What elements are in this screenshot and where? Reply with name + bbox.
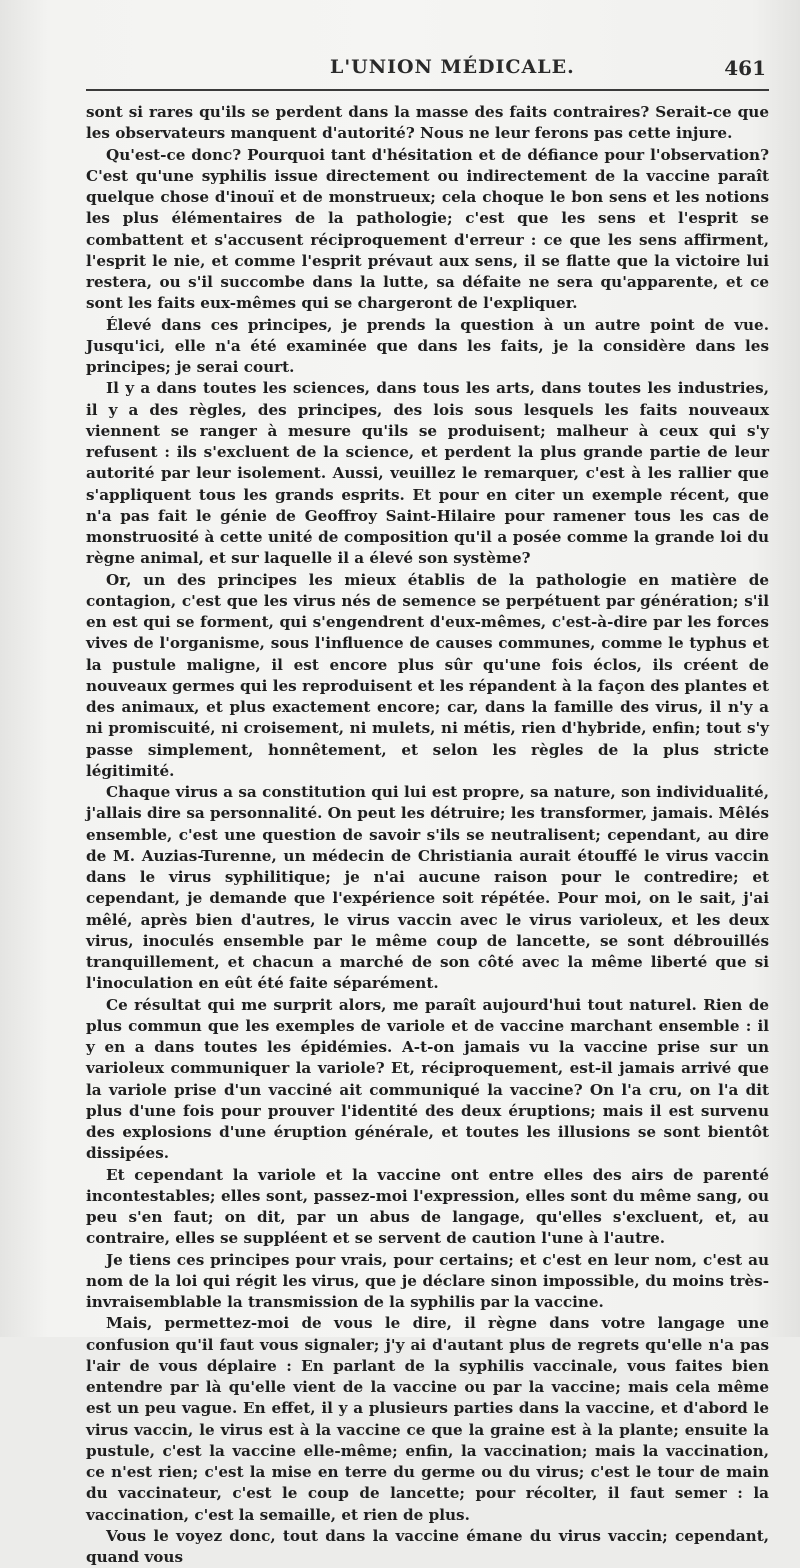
page-number: 461 xyxy=(724,56,766,80)
paragraph: Mais, permettez-moi de vous le dire, il règne dans votre langage une confusion qu'il faut vous signaler; j'y ai d'autant plus de regrets qu'elle n'a pas l'air de vous déplaire : En parlant de la syphilis vaccinale, vous faites bien entendre par là qu'elle vient de la vaccine ou par la vaccine; mais cela même est un peu vague. En effet, il y a plusieurs parties dans la vaccine, et d'abord le virus vaccin, le virus est à la vaccine ce que la graine est à la plante; ensuite la pustule, c'est la vaccine elle-même; enfin, la vaccination; mais la vaccination, ce n'est rien; c'est la mise en terre du germe ou du virus; c'est le tour de main du vaccinateur, c'est le coup de lancette; pour récolter, il faut semer : la vaccination, c'est la semaille, et rien de plus. xyxy=(86,1314,769,1524)
paragraph: Vous le voyez donc, tout dans la vaccine émane du virus vaccin; cependant, quand vous xyxy=(86,1526,769,1566)
paragraph: Et cependant la variole et la vaccine ont entre elles des airs de parenté incontestables; elles sont, passez-moi l'expression, elles sont du même sang, ou peu s'en faut; on dit, par un abus de langage, qu'elles s'excluent, et, au contraire, elles se suppléent et se servent de caution l'une à l'autre. xyxy=(86,1165,769,1248)
paragraph: Chaque virus a sa constitution qui lui est propre, sa nature, son individualité, j'allais dire sa personnalité. On peut les détruire; les transformer, jamais. Mêlés ensemble, c'est une question de savoir s'ils se neutralisent; cependant, au dire de M. Auzias-Turenne, un médecin de Christiania aurait étouffé le virus vaccin dans le virus syphilitique; je n'ai aucune raison pour le contredire; et cependant, je demande que l'expérience soit répétée. Pour moi, on le sait, j'ai mêlé, après bien d'autres, le virus vaccin avec le virus varioleux, et les deux virus, inoculés ensemble par le même coup de lancette, se sont débrouillés tranquillement, et chacun a marché de son côté avec la même liberté que si l'inoculation en eût été faite séparément. xyxy=(86,783,769,993)
article-body xyxy=(86,102,769,1568)
paragraph: Il y a dans toutes les sciences, dans tous les arts, dans toutes les industries, il y a des règles, des principes, des lois sous lesquels les faits nouveaux viennent se ranger à mesure qu'ils se produisent; malheur à ceux qui s'y refusent : ils s'excluent de la science, et perdent la plus grande partie de leur autorité par leur isolement. Aussi, veuillez le remarquer, c'est à les rallier que s'appliquent tous les grands esprits. Et pour en citer un exemple récent, que n'a pas fait le génie de Geoffroy Saint-Hilaire pour ramener tous les cas de monstruosité à cette unité de composition qu'il a posée comme la grande loi du règne animal, et sur laquelle il a élevé son système? xyxy=(86,379,769,568)
header-rule xyxy=(86,89,769,91)
running-title: L'UNION MÉDICALE. xyxy=(330,56,575,78)
paragraph: Je tiens ces principes pour vrais, pour certains; et c'est en leur nom, c'est au nom de la loi qui régit les virus, que je déclare sinon impossible, du moins très-invraisemblable la transmission de la syphilis par la vaccine. xyxy=(86,1250,769,1311)
paragraph: Qu'est-ce donc? Pourquoi tant d'hésitation et de défiance pour l'observation? C'est qu'une syphilis issue directement ou indirectement de la vaccine paraît quelque chose d'inouï et de monstrueux; cela choque le bon sens et les notions les plus élémentaires de la pathologie; c'est que les sens et l'esprit se combattent et s'accusent réciproquement d'erreur : ce que les sens affirment, l'esprit le nie, et comme l'esprit prévaut aux sens, il se flatte que la victoire lui restera, ou s'il succombe dans la lutte, sa défaite ne sera qu'apparente, et ce sont les faits eux-mêmes qui se chargeront de l'expliquer. xyxy=(86,145,769,313)
paragraph: Élevé dans ces principes, je prends la question à un autre point de vue. Jusqu'ici, elle n'a été examinée que dans les faits, je la considère dans les principes; je serai court. xyxy=(86,315,769,376)
paragraph: Ce résultat qui me surprit alors, me paraît aujourd'hui tout naturel. Rien de plus commun que les exemples de variole et de vaccine marchant ensemble : il y en a dans toutes les épidémies. A-t-on jamais vu la vaccine prise sur un varioleux communiquer la variole? Et, réciproquement, est-il jamais arrivé que la variole prise d'un vacciné ait communiqué la vaccine? On l'a cru, on l'a dit plus d'une fois pour prouver l'identité des deux éruptions; mais il est survenu des explosions d'une éruption générale, et toutes les illusions se sont bientôt dissipées. xyxy=(86,995,769,1163)
paragraph: sont si rares qu'ils se perdent dans la masse des faits contraires? Serait-ce que les observateurs manquent d'autorité? Nous ne leur ferons pas cette injure. xyxy=(86,103,769,143)
page-header xyxy=(86,56,766,84)
paragraph: Or, un des principes les mieux établis de la pathologie en matière de contagion, c'est que les virus nés de semence se perpétuent par génération; s'il en est qui se forment, qui s'engendrent d'eux-mêmes, c'est-à-dire par les forces vives de l'organisme, sous l'influence de causes communes, comme le typhus et la pustule maligne, il est encore plus sûr qu'une fois éclos, ils créent de nouveaux germes qui les reproduisent et les répandent à la façon des plantes et des animaux, et plus exactement encore; car, dans la famille des virus, il n'y a ni promiscuité, ni croisement, ni mulets, ni métis, rien d'hybride, enfin; tout s'y passe simplement, honnêtement, et selon les règles de la plus stricte légitimité. xyxy=(86,570,769,780)
